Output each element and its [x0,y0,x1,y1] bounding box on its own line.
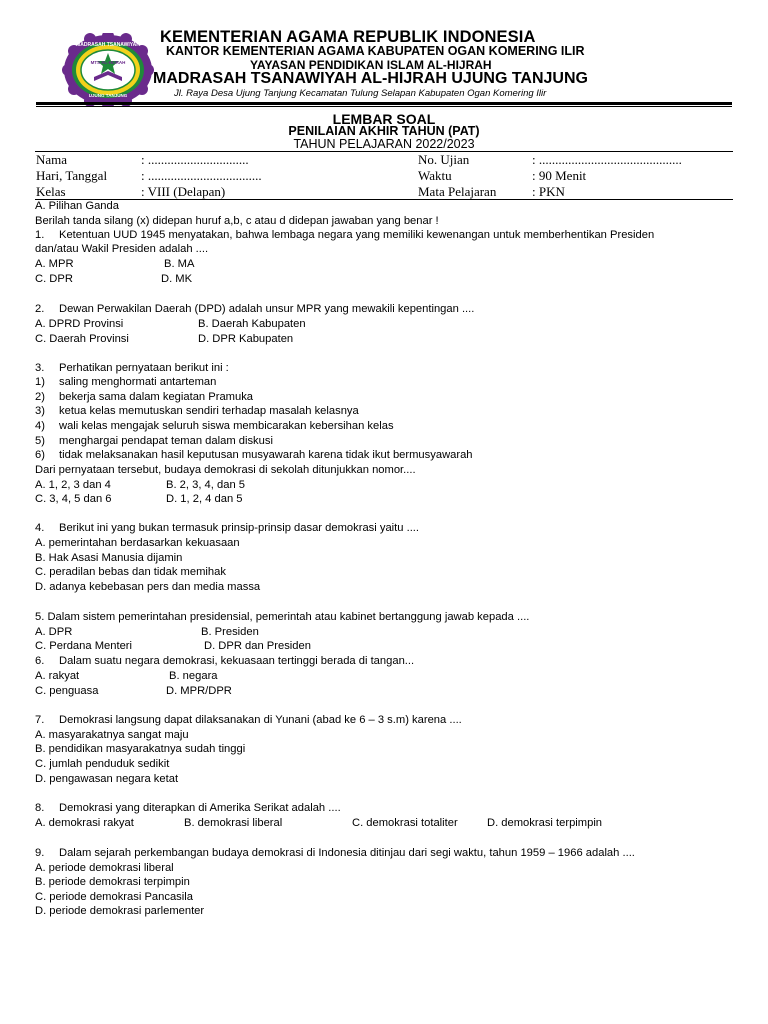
statement-item [35,449,473,462]
question-1 [35,229,654,242]
identity-label: Nama [36,152,68,167]
question-number: 4. [35,522,45,534]
question-text: Ketentuan UUD 1945 menyatakan, bahwa lembaga negara yang memiliki kewenangan untuk memberhentikan Presiden [59,229,655,241]
logo-bottom-text: UJUNG TANJUNG [88,93,128,98]
question-7 [35,714,462,727]
question-text-cont: dan/atau Wakil Presiden adalah .... [35,243,209,255]
question-text: Berikut ini yang bukan termasuk prinsip-prinsip dasar demokrasi yaitu .... [59,522,420,534]
question-text: Demokrasi langsung dapat dilaksanakan di Yunani (abad ke 6 – 3 s.m) karena .... [59,714,462,726]
identity-label: Waktu [418,168,452,183]
option[interactable]: D. DPR Kabupaten [198,333,294,345]
letterhead-rule-thin [36,106,732,107]
option[interactable]: A. DPR [35,626,73,638]
statement-item [35,405,359,418]
statement-text: ketua kelas memutuskan sendiri terhadap masalah kelasnya [59,405,359,417]
statement-text: wali kelas mengajak seluruh siswa membicarakan kebersihan kelas [59,420,394,432]
question-5: 5. Dalam sistem pemerintahan presidensial, pemerintah atau kabinet bertanggung jawab kepada .... [35,611,530,623]
statement-text: saling menghormati antarteman [59,376,217,388]
option[interactable]: D. pengawasan negara ketat [35,773,179,785]
sheet-title: LEMBAR SOAL [332,111,436,127]
question-3 [35,362,229,375]
question-text: Demokrasi yang diterapkan di Amerika Serikat adalah .... [59,802,341,814]
statement-item [35,391,253,404]
statement-text: menghargai pendapat teman dalam diskusi [59,435,273,447]
logo-inner-text: MTS AL-HIJRAH [90,60,126,65]
option[interactable]: C. penguasa [35,685,99,697]
logo-ring-text: MADRASAH TSANAWIYAH [76,42,140,48]
identity-row [35,152,733,167]
option[interactable]: C. demokrasi totaliter [352,817,458,829]
question-number: 9. [35,847,45,859]
statement-item [35,435,273,448]
identity-label: No. Ujian [418,152,470,167]
option[interactable]: A. demokrasi rakyat [35,817,134,829]
statement-item [35,376,216,389]
option[interactable]: B. periode demokrasi terpimpin [35,876,190,888]
question-number: 2. [35,303,45,315]
option[interactable]: A. MPR [35,258,74,270]
identity-row [35,168,733,183]
question-text: Dalam sejarah perkembangan budaya demokrasi di Indonesia ditinjau dari segi waktu, tahun 1959 – 1966 adalah .... [59,847,635,859]
question-text: Dalam suatu negara demokrasi, kekuasaan tertinggi berada di tangan... [59,655,415,667]
identity-label: Kelas [36,184,66,199]
option[interactable]: C. jumlah penduduk sedikit [35,758,170,770]
question-4 [35,522,419,535]
option[interactable]: A. pemerintahan berdasarkan kekuasaan [35,537,240,549]
statement-number: 5) [35,435,45,447]
identity-rule-bottom [35,199,733,200]
option[interactable]: D. MK [161,273,193,285]
statement-number: 4) [35,420,45,432]
option[interactable]: B. Daerah Kabupaten [198,318,306,330]
option[interactable]: A. 1, 2, 3 dan 4 [35,479,111,491]
option[interactable]: B. Presiden [201,626,259,638]
identity-label: Mata Pelajaran [418,184,497,199]
identity-value: : ............................... [141,152,249,167]
identity-value: : VIII (Delapan) [141,184,226,199]
identity-value: : 90 Menit [532,168,587,183]
section-title: A. Pilihan Ganda [35,200,119,212]
option[interactable]: B. demokrasi liberal [184,817,283,829]
option[interactable]: A. periode demokrasi liberal [35,862,174,874]
option[interactable]: D. 1, 2, 4 dan 5 [166,493,243,505]
question-number: 3. [35,362,45,374]
question-text: Perhatikan pernyataan berikut ini : [59,362,229,374]
school-address: Jl. Raya Desa Ujung Tanjung Kecamatan Tulung Selapan Kabupaten Ogan Komering Ilir [174,88,547,99]
option[interactable]: B. Hak Asasi Manusia dijamin [35,552,183,564]
question-6 [35,655,414,668]
identity-row [35,184,733,199]
statement-number: 2) [35,391,45,403]
letterhead-rule-thick [36,102,732,105]
school-name: MADRASAH TSANAWIYAH AL-HIJRAH UJUNG TANJUNG [153,70,588,87]
question-2 [35,303,474,316]
option[interactable]: C. Perdana Menteri [35,640,133,652]
option[interactable]: B. negara [169,670,218,682]
option[interactable]: A. masyarakatnya sangat maju [35,729,189,741]
statement-item [35,420,394,433]
option[interactable]: C. 3, 4, 5 dan 6 [35,493,112,505]
option[interactable]: C. periode demokrasi Pancasila [35,891,193,903]
school-logo [62,33,154,107]
option[interactable]: A. rakyat [35,670,80,682]
question-9 [35,847,635,860]
option[interactable]: C. Daerah Provinsi [35,333,129,345]
identity-value: : ............................................ [532,152,682,167]
option[interactable]: C. peradilan bebas dan tidak memihak [35,566,226,578]
option[interactable]: A. DPRD Provinsi [35,318,124,330]
question-8 [35,802,341,815]
identity-value: : ................................... [141,168,262,183]
option[interactable]: B. 2, 3, 4, dan 5 [166,479,245,491]
option[interactable]: D. periode demokrasi parlementer [35,905,205,917]
option[interactable]: D. adanya kebebasan pers dan media massa [35,581,261,593]
question-number: 1. [35,229,45,241]
office-name: KANTOR KEMENTERIAN AGAMA KABUPATEN OGAN KOMERING ILIR [166,44,585,58]
statement-text: tidak melaksanakan hasil keputusan musyawarah karena tidak ikut bermusyawarah [59,449,473,461]
foundation-name: YAYASAN PENDIDIKAN ISLAM AL-HIJRAH [250,58,492,72]
statement-text: bekerja sama dalam kegiatan Pramuka [59,391,254,403]
exam-title: PENILAIAN AKHIR TAHUN (PAT) [288,124,480,138]
question-number: 8. [35,802,45,814]
question-text: Dewan Perwakilan Daerah (DPD) adalah unsur MPR yang mewakili kepentingan .... [59,303,475,315]
question-number: 7. [35,714,45,726]
academic-year: TAHUN PELAJARAN 2022/2023 [293,137,475,151]
option[interactable]: D. demokrasi terpimpin [487,817,603,829]
question-number: 6. [35,655,45,667]
option[interactable]: D. MPR/DPR [166,685,232,697]
statement-number: 1) [35,376,45,388]
instruction: Berilah tanda silang (x) didepan huruf a,b, c atau d didepan jawaban yang benar ! [35,215,439,227]
option[interactable]: D. DPR dan Presiden [204,640,311,652]
ministry-name: KEMENTERIAN AGAMA REPUBLIK INDONESIA [160,28,536,46]
question-stem: Dari pernyataan tersebut, budaya demokrasi di sekolah ditunjukkan nomor.... [35,464,416,476]
identity-value: : PKN [532,184,565,199]
identity-label: Hari, Tanggal [36,168,108,183]
option[interactable]: B. MA [164,258,195,270]
option[interactable]: B. pendidikan masyarakatnya sudah tinggi [35,743,246,755]
option[interactable]: C. DPR [35,273,73,285]
statement-number: 6) [35,449,45,461]
statement-number: 3) [35,405,45,417]
